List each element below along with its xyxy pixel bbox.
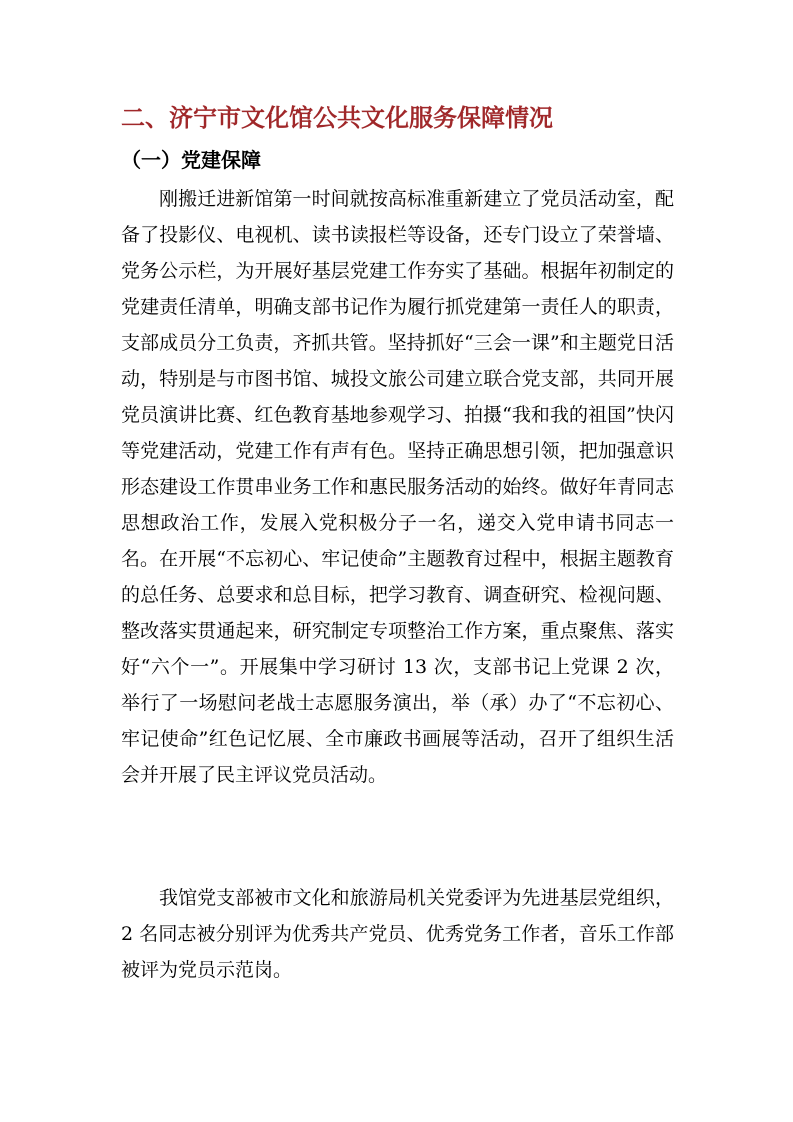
body-paragraph: 我馆党支部被市文化和旅游局机关党委评为先进基层党组织，2 名同志被分别评为优秀共产党员、优秀党务工作者，音乐工作部被评为党员示范岗。 <box>121 887 674 981</box>
section-heading: 二、济宁市文化馆公共文化服务保障情况 <box>121 104 553 132</box>
subsection-heading: （一）党建保障 <box>121 148 261 172</box>
body-paragraph: 刚搬迁进新馆第一时间就按高标准重新建立了党员活动室，配备了投影仪、电视机、读书读报栏等设备，还专门设立了荣誉墙、党务公示栏，为开展好基层党建工作夯实了基础。根据年初制定的党建责任清单，明确支部书记作为履行抓党建第一责任人的职责，支部成员分工负责，齐抓共管。坚持抓好“三会一课”和主题党日活动，特别是与市图书馆、城投文旅公司建立联合党支部，共同开展党员演讲比赛、红色教育基地参观学习、拍摄“我和我的祖国”快闪等党建活动，党建工作有声有色。坚持正确思想引领，把加强意识形态建设工作贯串业务工作和惠民服务活动的始终。做好年青同志思想政治工作，发展入党积极分子一名，递交入党申请书同志一名。在开展“不忘初心、牢记使命”主题教育过程中，根据主题教育的总任务、总要求和总目标，把学习教育、调查研究、检视问题、整改落实贯通起来，研究制定专项整治工作方案，重点聚焦、落实好“六个一”。开展集中学习研讨 13 次，支部书记上党课 2 次，举行了一场慰问老战士志愿服务演出，举（承）办了“不忘初心、牢记使命”红色记忆展、全市廉政书画展等活动，召开了组织生活会并开展了民主评议党员活动。 <box>121 188 674 786</box>
